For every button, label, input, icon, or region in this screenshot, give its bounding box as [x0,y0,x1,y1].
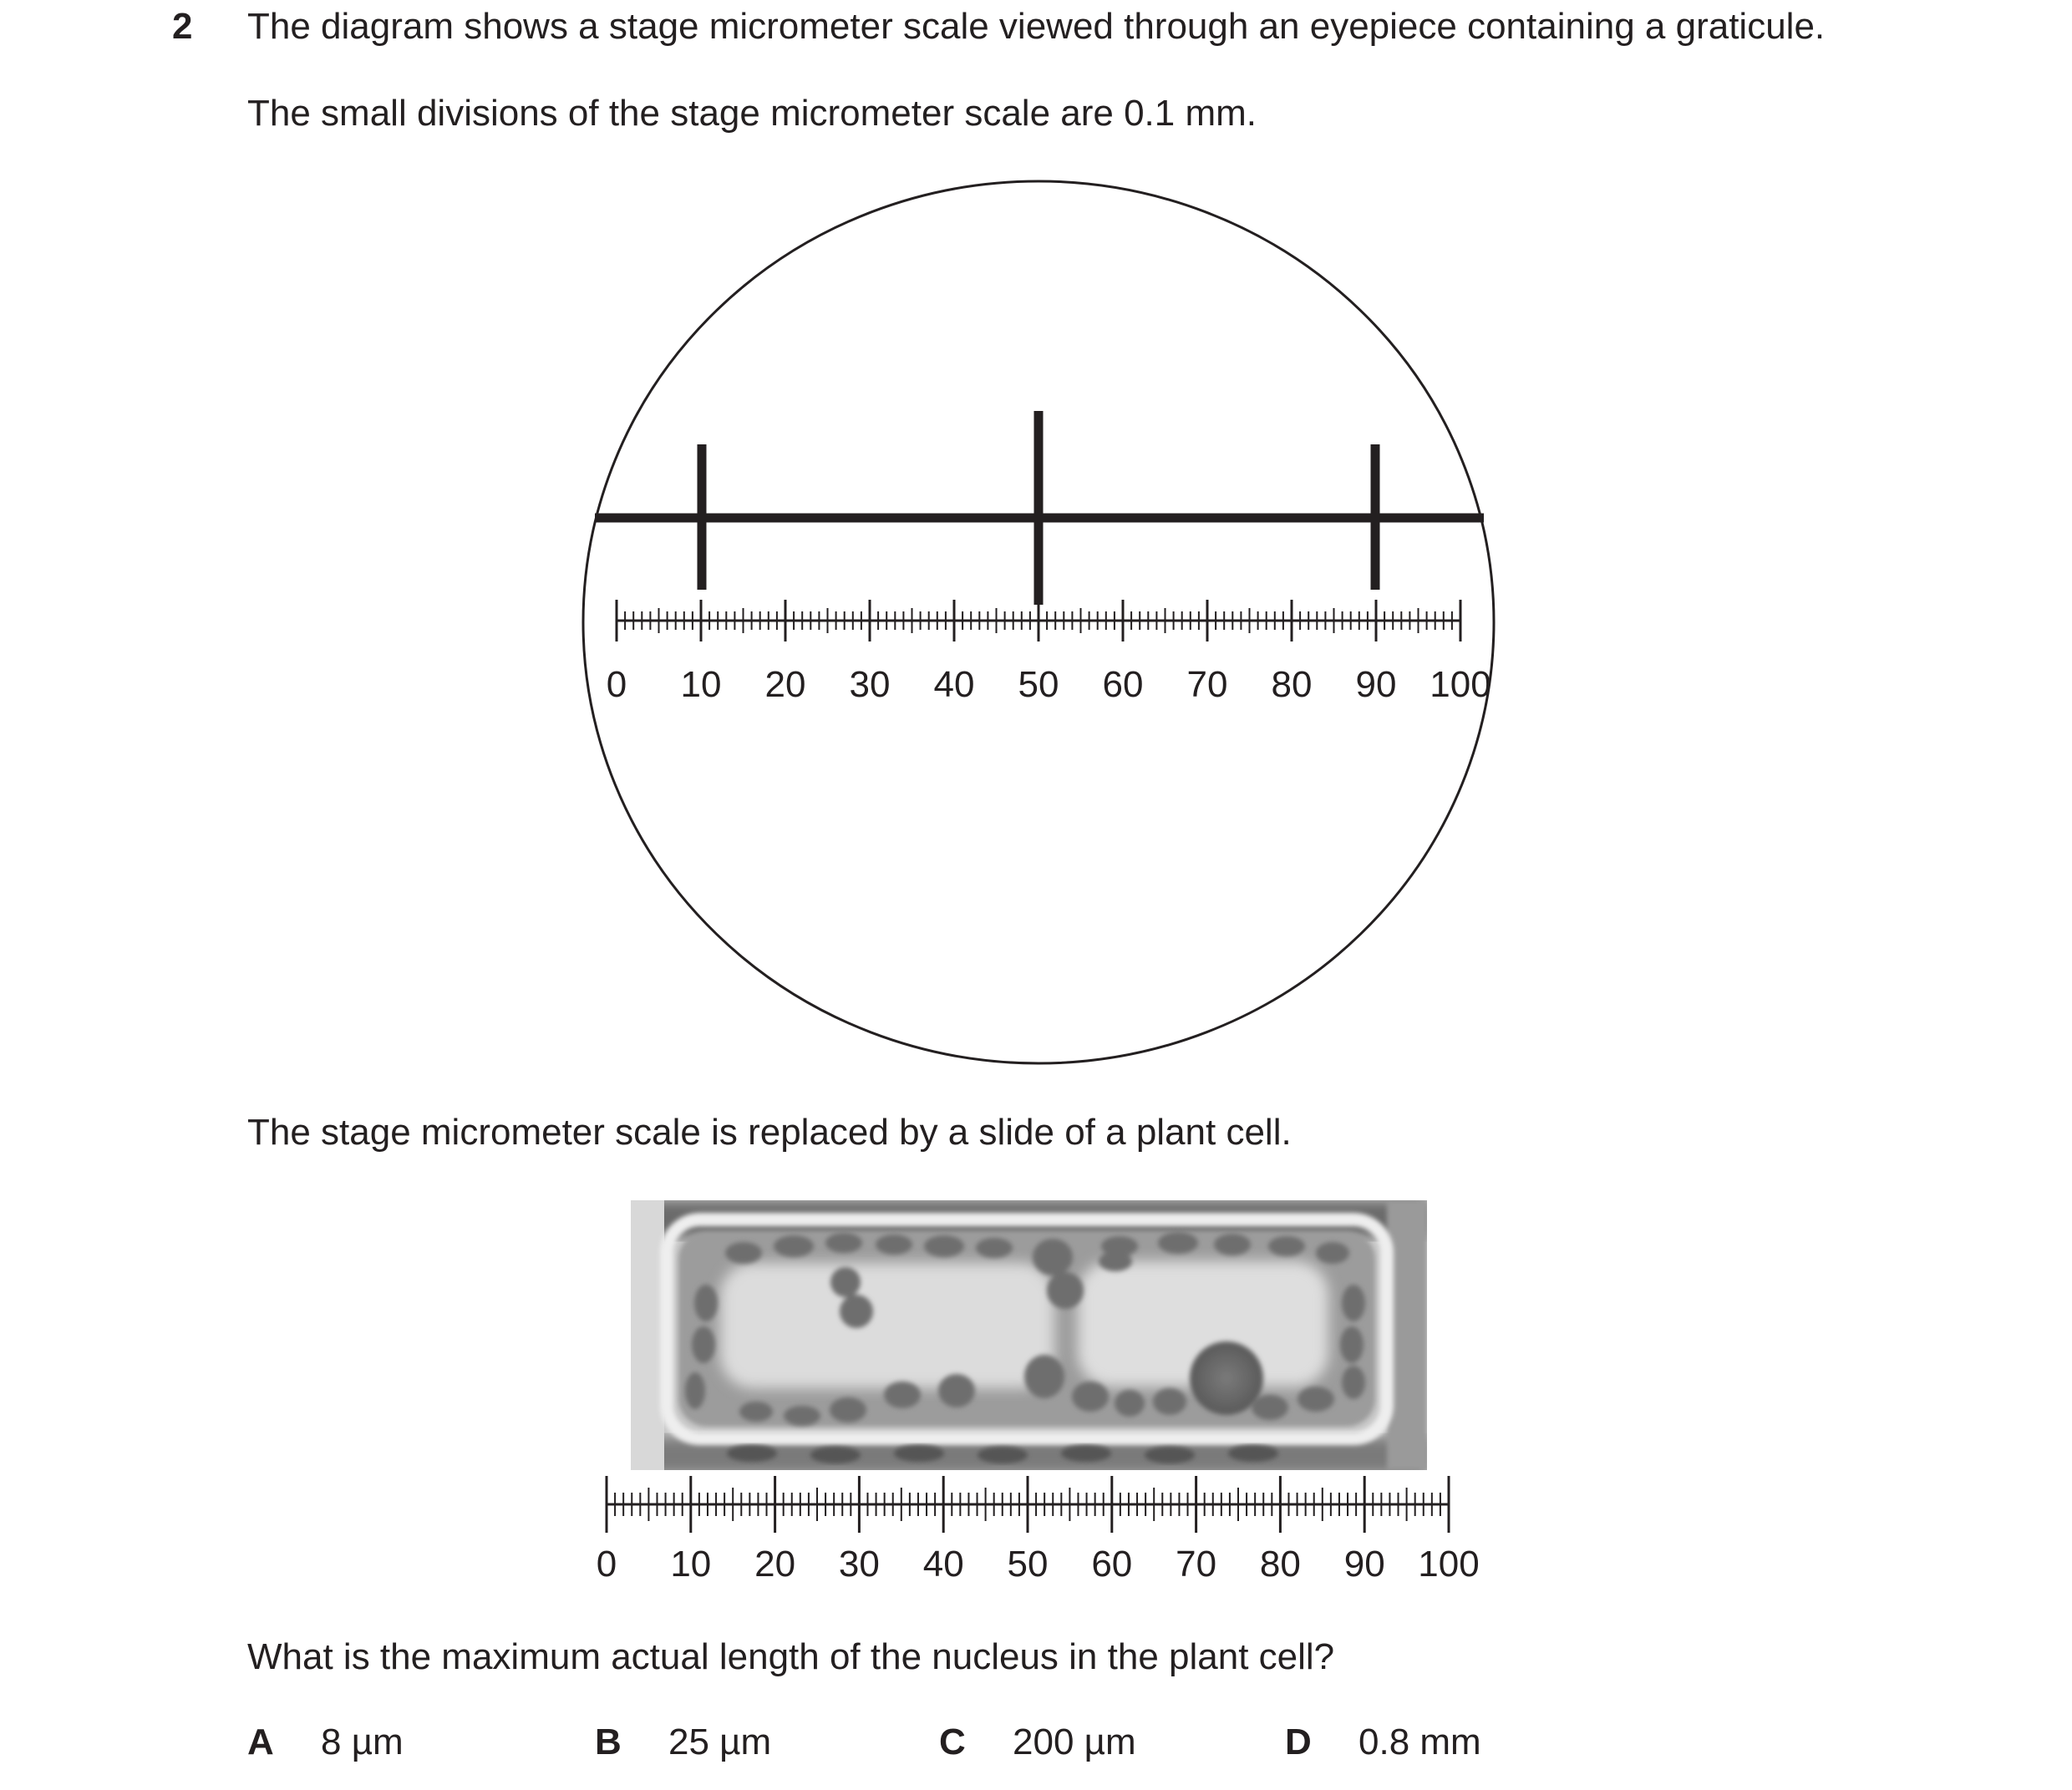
stage-micrometer-scale [617,600,1460,641]
option-c-text[interactable]: 200 µm [1013,1722,1136,1762]
graticule-labels [597,1544,1480,1585]
stage-micrometer-label: 30 [849,664,891,705]
nucleus [1190,1341,1263,1415]
graticule-label: 90 [1343,1544,1385,1585]
option-b-text[interactable]: 25 µm [668,1722,772,1762]
stage-micrometer-label: 50 [1018,664,1059,705]
stage-micrometer-label: 60 [1102,664,1144,705]
option-a-text[interactable]: 8 µm [321,1722,404,1762]
graticule-label: 100 [1418,1544,1480,1585]
graticule-label: 20 [754,1544,796,1585]
replacement-text: The stage micrometer scale is replaced by a slide of a plant cell. [247,1112,1292,1153]
stage-micrometer-label: 40 [933,664,975,705]
question-prompt: What is the maximum actual length of the nucleus in the plant cell? [247,1636,1335,1677]
graticule-scale [607,1476,1449,1533]
eyepiece-field [583,181,1494,1063]
question-stem: The diagram shows a stage micrometer scale viewed through an eyepiece containing a graticule. [247,6,1826,47]
graticule-label: 70 [1176,1544,1217,1585]
stage-micrometer-label: 90 [1355,664,1397,705]
graticule-label: 80 [1259,1544,1301,1585]
stage-micrometer-label: 0 [606,664,627,705]
stage-micrometer-label: 100 [1430,664,1491,705]
graticule-label: 50 [1007,1544,1049,1585]
plant-cell-micrograph [631,1200,1427,1474]
question-number: 2 [172,6,193,47]
stage-micrometer-label: 10 [680,664,722,705]
graticule-label: 60 [1091,1544,1133,1585]
option-d-text[interactable]: 0.8 mm [1358,1722,1481,1762]
option-d-letter[interactable]: D [1285,1722,1312,1762]
graticule-label: 30 [838,1544,880,1585]
graticule-label: 0 [596,1544,617,1585]
graticule-label: 10 [670,1544,712,1585]
option-b-letter[interactable]: B [595,1722,622,1762]
stage-micrometer-label: 80 [1271,664,1313,705]
option-a-letter[interactable]: A [247,1722,274,1762]
stage-micrometer-label: 20 [764,664,806,705]
option-c-letter[interactable]: C [939,1722,966,1762]
scale-info: The small divisions of the stage micrometer scale are 0.1 mm. [247,93,1257,134]
stage-micrometer-labels [607,664,1491,705]
stage-micrometer-label: 70 [1186,664,1228,705]
graticule-label: 40 [922,1544,964,1585]
